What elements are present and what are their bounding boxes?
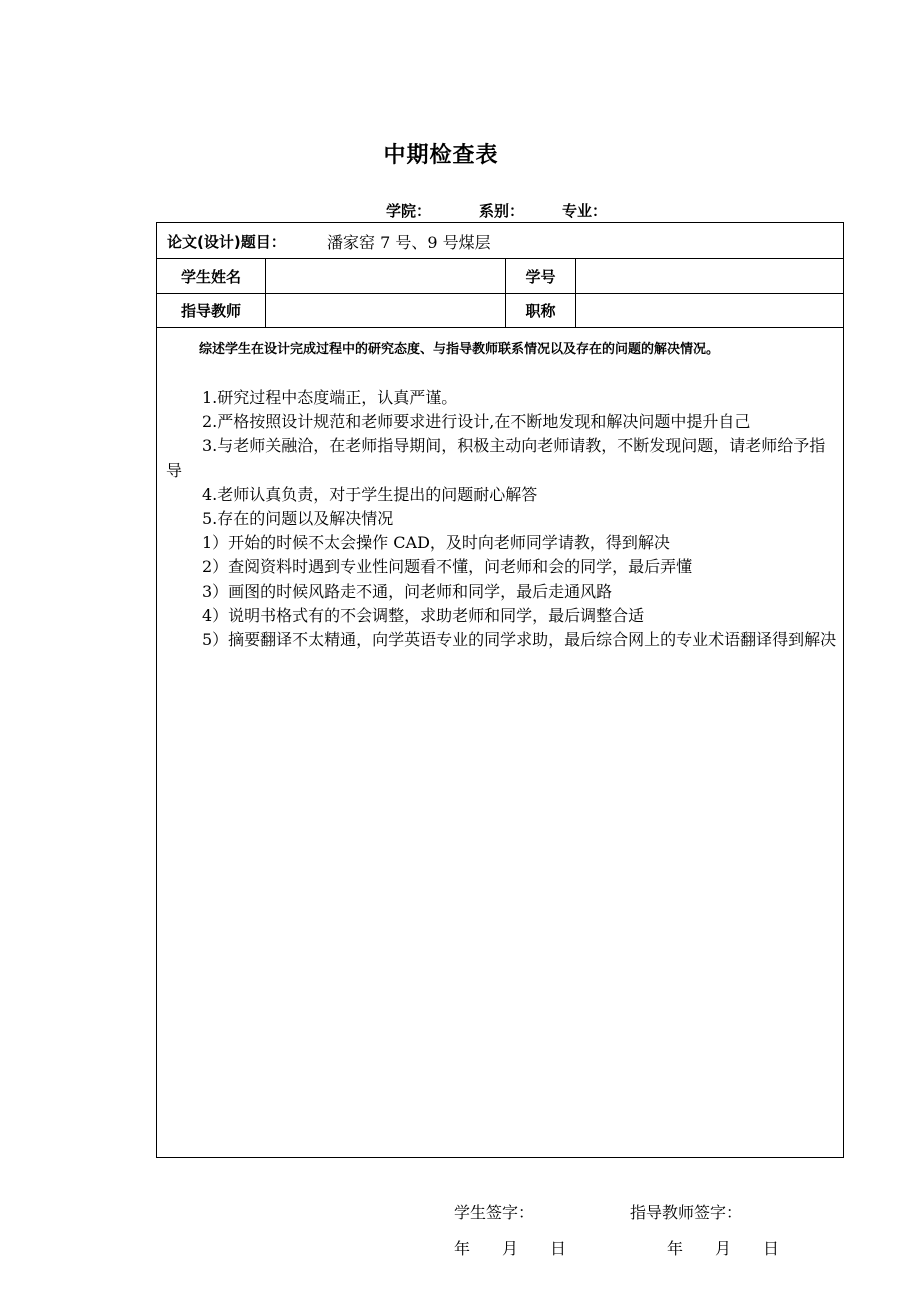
- student-id-label: 学号: [506, 259, 576, 293]
- major-label: 专业：: [562, 202, 608, 220]
- student-name-field[interactable]: [266, 259, 506, 293]
- summary-paragraph: 2）查阅资料时遇到专业性问题看不懂，问老师和会的同学，最后弄懂: [202, 557, 693, 577]
- advisor-date: [667, 1236, 779, 1259]
- month-label: 月: [502, 1239, 519, 1258]
- topic-row: [157, 223, 843, 259]
- summary-paragraph: 4）说明书格式有的不会调整，求助老师和同学，最后调整合适: [202, 605, 645, 625]
- summary-paragraph: 4.老师认真负责，对于学生提出的问题耐心解答: [202, 484, 538, 504]
- student-id-field[interactable]: [576, 259, 845, 293]
- advisor-title-label: 职称: [506, 294, 576, 327]
- summary-content: [166, 386, 838, 652]
- day-label: 日: [763, 1239, 780, 1258]
- page-title: 中期检查表: [383, 143, 499, 168]
- student-name-label: 学生姓名: [157, 259, 266, 293]
- topic-value: 潘家窑 7 号、9 号煤层: [327, 232, 491, 252]
- student-signature-label: 学生签字：: [454, 1203, 535, 1222]
- student-date: [454, 1236, 566, 1259]
- student-row: [157, 259, 843, 294]
- summary-paragraph: 3.与老师关融洽，在老师指导期间，积极主动向老师请教，不断发现问题，请老师给予指导: [166, 436, 826, 480]
- day-label: 日: [550, 1239, 567, 1258]
- summary-paragraph: 1）开始的时候不太会操作 CAD，及时向老师同学请教，得到解决: [202, 533, 670, 553]
- college-label: 学院：: [386, 202, 432, 220]
- summary-prompt: 综述学生在设计完成过程中的研究态度、与指导教师联系情况以及存在的问题的解决情况。: [199, 342, 720, 357]
- inspection-form: [156, 222, 844, 1258]
- year-label: 年: [454, 1239, 471, 1258]
- meta-line: [386, 200, 607, 221]
- advisor-name-field[interactable]: [266, 294, 506, 327]
- advisor-row: [157, 294, 843, 328]
- advisor-signature-label: 指导教师签字：: [630, 1203, 743, 1222]
- year-label: 年: [667, 1239, 684, 1258]
- summary-paragraph: 1.研究过程中态度端正，认真严谨。: [202, 388, 458, 407]
- summary-paragraph: 5.存在的问题以及解决情况: [202, 509, 394, 529]
- department-label: 系别：: [479, 202, 525, 220]
- summary-paragraph: 5）摘要翻译不太精通，向学英语专业的同学求助，最后综合网上的专业术语翻译得到解决: [202, 630, 837, 650]
- topic-label: 论文(设计)题目：: [167, 232, 286, 251]
- advisor-title-field[interactable]: [576, 294, 845, 327]
- summary-paragraph: 2.严格按照设计规范和老师要求进行设计,在不断地发现和解决问题中提升自己: [202, 412, 751, 432]
- summary-paragraph: 3）画图的时候风路走不通，问老师和同学，最后走通风路: [202, 581, 613, 601]
- month-label: 月: [715, 1239, 732, 1258]
- advisor-name-label: 指导教师: [157, 294, 266, 327]
